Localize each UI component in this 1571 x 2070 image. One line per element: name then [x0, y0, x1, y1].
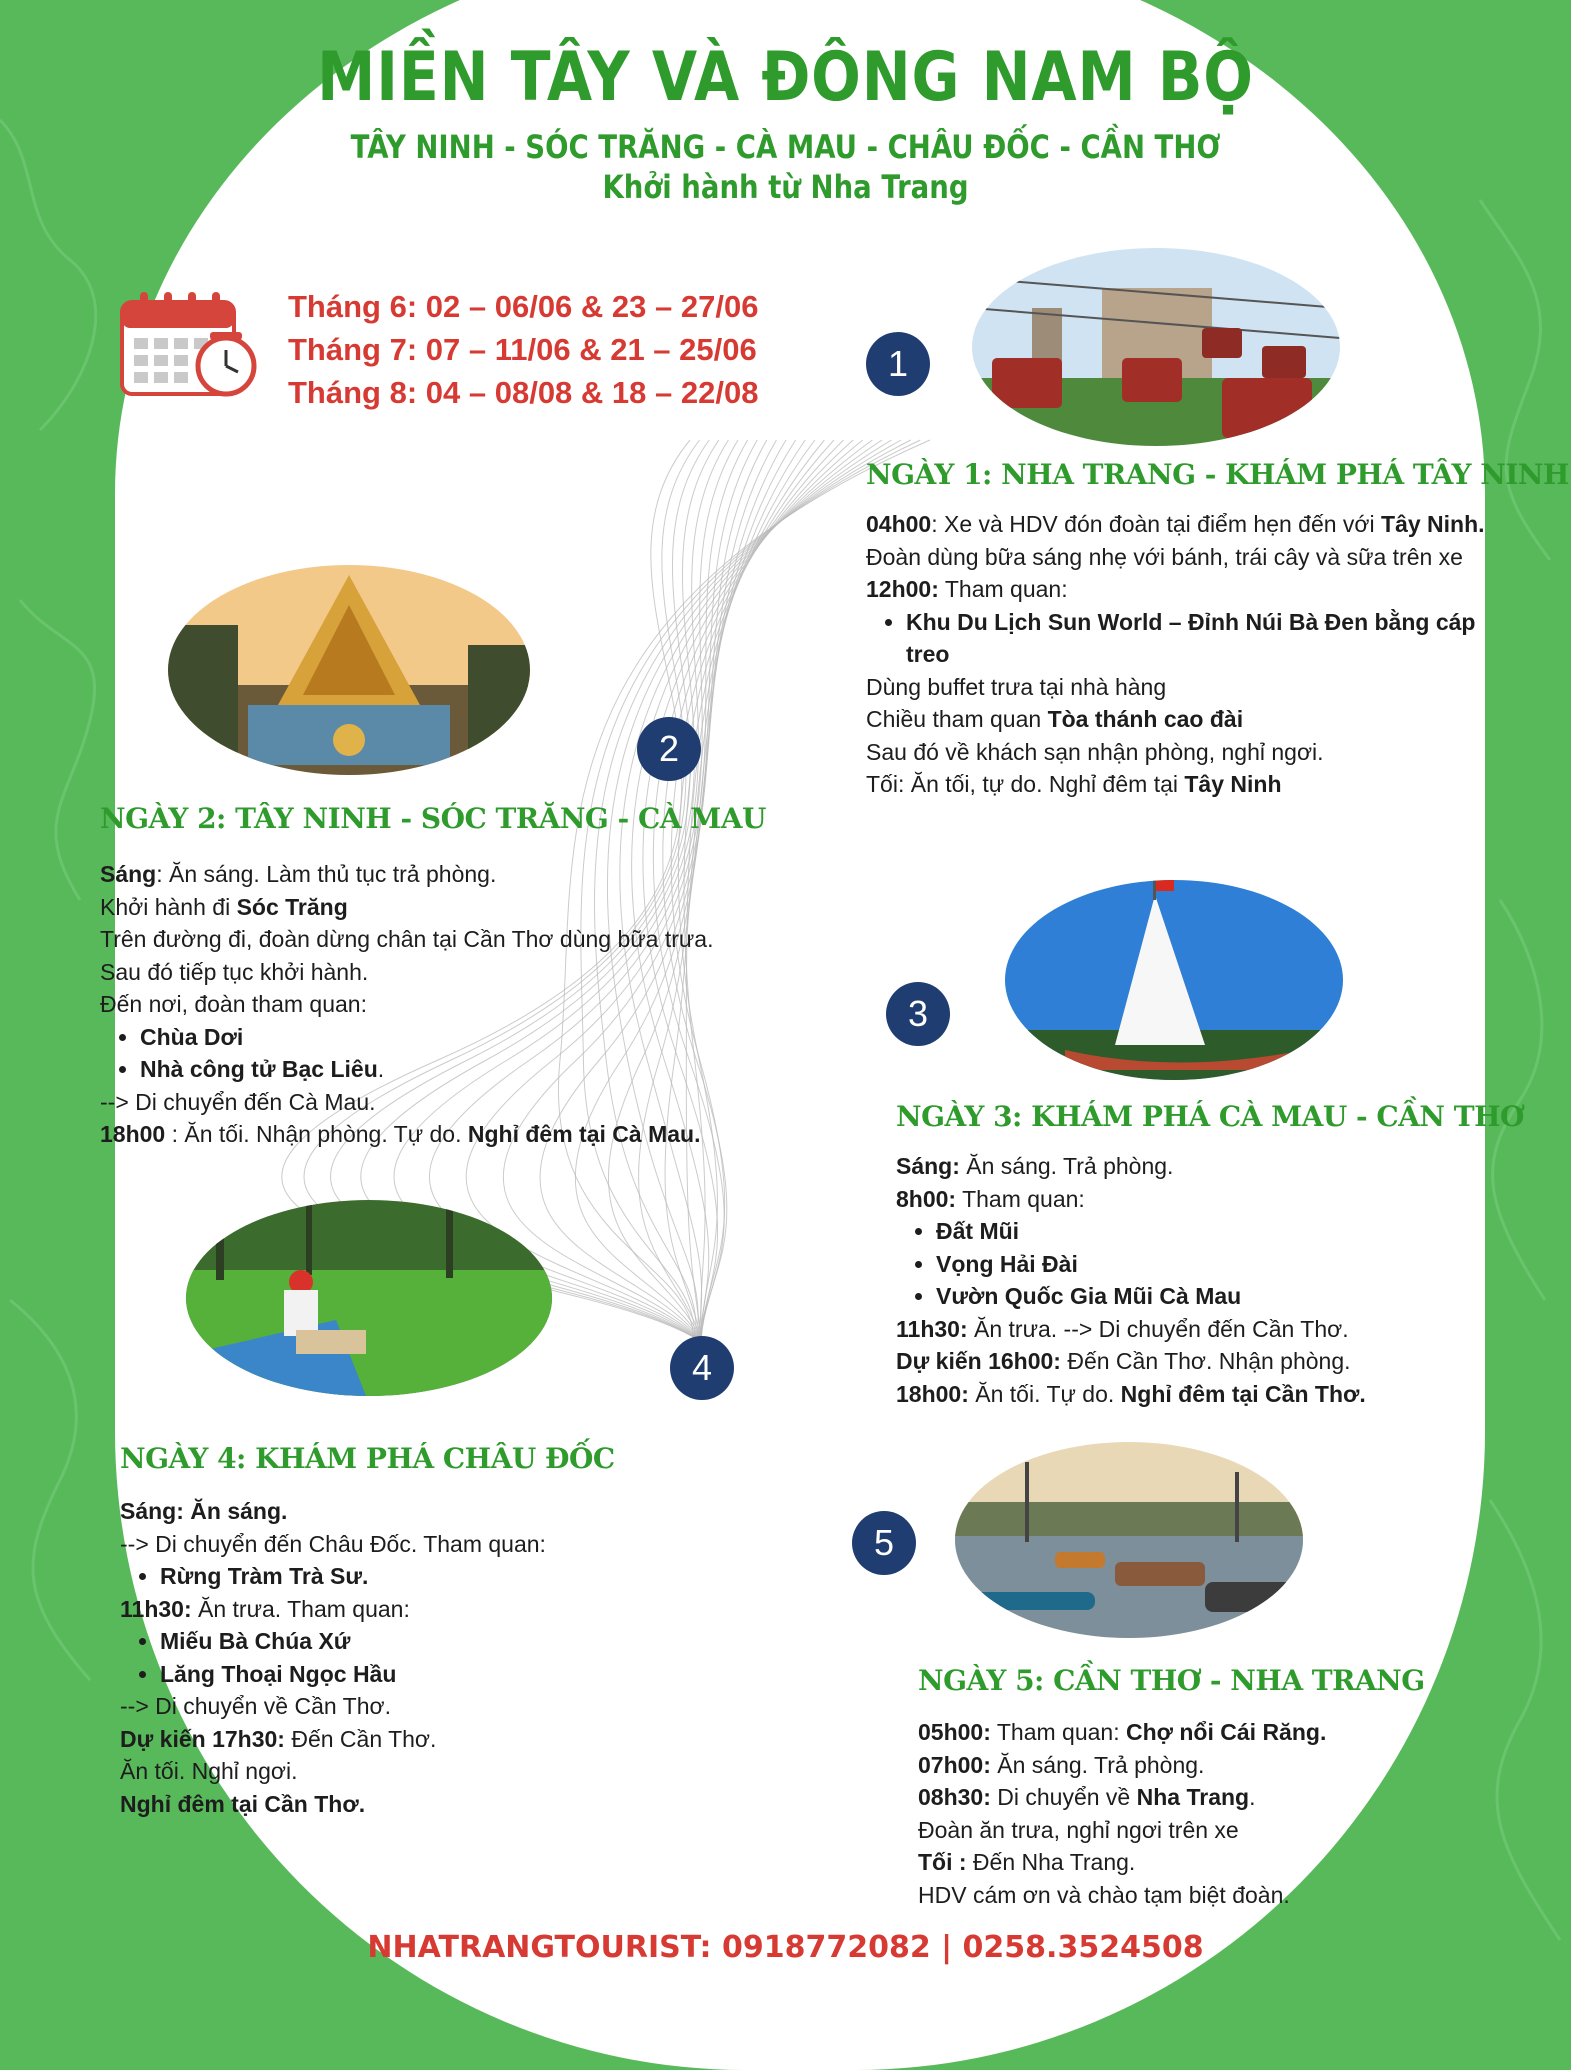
day-3-stop: • Vườn Quốc Gia Mũi Cà Mau	[936, 1280, 1456, 1313]
day-4-stop: • Rừng Tràm Trà Sư.	[160, 1560, 680, 1593]
day-5-badge: 5	[852, 1511, 916, 1575]
day-4-stop: • Miếu Bà Chúa Xứ	[160, 1625, 680, 1658]
day-3-title: NGÀY 3: KHÁM PHÁ CÀ MAU - CẦN THƠ	[896, 1100, 1524, 1133]
schedule-august: Tháng 8: 04 – 08/08 & 18 – 22/08	[288, 375, 759, 410]
photo-cable-car	[972, 248, 1340, 446]
calendar-clock-icon	[118, 288, 258, 400]
photo-tra-su-forest	[186, 1200, 552, 1396]
day-1-stop: • Khu Du Lịch Sun World – Đỉnh Núi Bà Đen bằng cáp treo	[906, 606, 1506, 671]
footer-contact: NHATRANGTOURIST: 0918772082 | 0258.3524508	[367, 1930, 1204, 1965]
schedule-dates	[288, 285, 758, 414]
day-2-stop: • Chùa Dơi	[140, 1021, 780, 1054]
photo-bat-pagoda	[168, 565, 530, 775]
day-5-itinerary: 05h00: Tham quan: Chợ nổi Cái Răng. 07h00: Ăn sáng. Trả phòng. 08h30: Di chuyển về Nha Trang. Đoàn ăn trưa, nghỉ ngơi trên xe Tối : Đến Nha Trang. HDV cám ơn và chào tạm biệt đoàn.	[918, 1719, 1327, 1908]
day-5-title: NGÀY 5: CẦN THƠ - NHA TRANG	[918, 1664, 1425, 1697]
route-subtitle: TÂY NINH - SÓC TRĂNG - CÀ MAU - CHÂU ĐỐC - CẦN THƠ	[350, 128, 1221, 166]
schedule-july: Tháng 7: 07 – 11/06 & 21 – 25/06	[288, 332, 757, 367]
day-2-badge: 2	[637, 717, 701, 781]
day-3-stop: • Vọng Hải Đài	[936, 1248, 1456, 1281]
day-3-itinerary: Sáng: Ăn sáng. Trả phòng. 8h00: Tham quan: • Đất Mũi • Vọng Hải Đài • Vườn Quốc Gia Mũi Cà Mau 11h30: Ăn trưa. --> Di chuyển đến Cần Thơ. Dự kiến 16h00: Đến Cần Thơ. Nhận phòng. 18h00: Ăn tối. Tự do. Nghỉ đêm tại Cần Thơ.	[896, 1150, 1456, 1410]
day-1-badge: 1	[866, 332, 930, 396]
photo-cai-rang-floating-market	[955, 1442, 1303, 1638]
day-4-title: NGÀY 4: KHÁM PHÁ CHÂU ĐỐC	[120, 1442, 615, 1475]
day-4-itinerary: Sáng: Ăn sáng. --> Di chuyển đến Châu Đốc. Tham quan: • Rừng Tràm Trà Sư. 11h30: Ăn trưa. Tham quan: • Miếu Bà Chúa Xứ • Lăng Thoại Ngọc Hầu --> Di chuyển về Cần Thơ. Dự kiến 17h30: Đến Cần Thơ. Ăn tối. Nghỉ ngơi. Nghỉ đêm tại Cần Thơ.	[120, 1495, 680, 1820]
day-2-itinerary: Sáng: Ăn sáng. Làm thủ tục trả phòng. Khởi hành đi Sóc Trăng Trên đường đi, đoàn dừng chân tại Cần Thơ dùng bữa trưa. Sau đó tiếp tục khởi hành. Đến nơi, đoàn tham quan: • Chùa Dơi • Nhà công tử Bạc Liêu. --> Di chuyển đến Cà Mau. 18h00 : Ăn tối. Nhận phòng. Tự do. Nghỉ đêm tại Cà Mau.	[100, 858, 780, 1151]
day-1-itinerary: 04h00: Xe và HDV đón đoàn tại điểm hẹn đến với Tây Ninh. Đoàn dùng bữa sáng nhẹ với bánh, trái cây và sữa trên xe 12h00: Tham quan: • Khu Du Lịch Sun World – Đỉnh Núi Bà Đen bằng cáp treo Dùng buffet trưa tại nhà hàng Chiều tham quan Tòa thánh cao đài Sau đó về khách sạn nhận phòng, nghỉ ngơi. Tối: Ăn tối, tự do. Nghỉ đêm tại Tây Ninh	[866, 508, 1506, 801]
day-2-title: NGÀY 2: TÂY NINH - SÓC TRĂNG - CÀ MAU	[100, 802, 766, 835]
day-4-badge: 4	[670, 1336, 734, 1400]
photo-ca-mau-cape	[1005, 880, 1343, 1080]
departure-subtitle: Khởi hành từ Nha Trang	[602, 168, 969, 206]
day-2-stop: • Nhà công tử Bạc Liêu.	[140, 1053, 780, 1086]
day-1-title: NGÀY 1: NHA TRANG - KHÁM PHÁ TÂY NINH	[866, 458, 1569, 491]
page-title: MIỀN TÂY VÀ ĐÔNG NAM BỘ	[317, 38, 1254, 117]
schedule-june: Tháng 6: 02 – 06/06 & 23 – 27/06	[288, 289, 759, 324]
day-3-badge: 3	[886, 982, 950, 1046]
day-4-stop: • Lăng Thoại Ngọc Hầu	[160, 1658, 680, 1691]
day-3-stop: • Đất Mũi	[936, 1215, 1456, 1248]
